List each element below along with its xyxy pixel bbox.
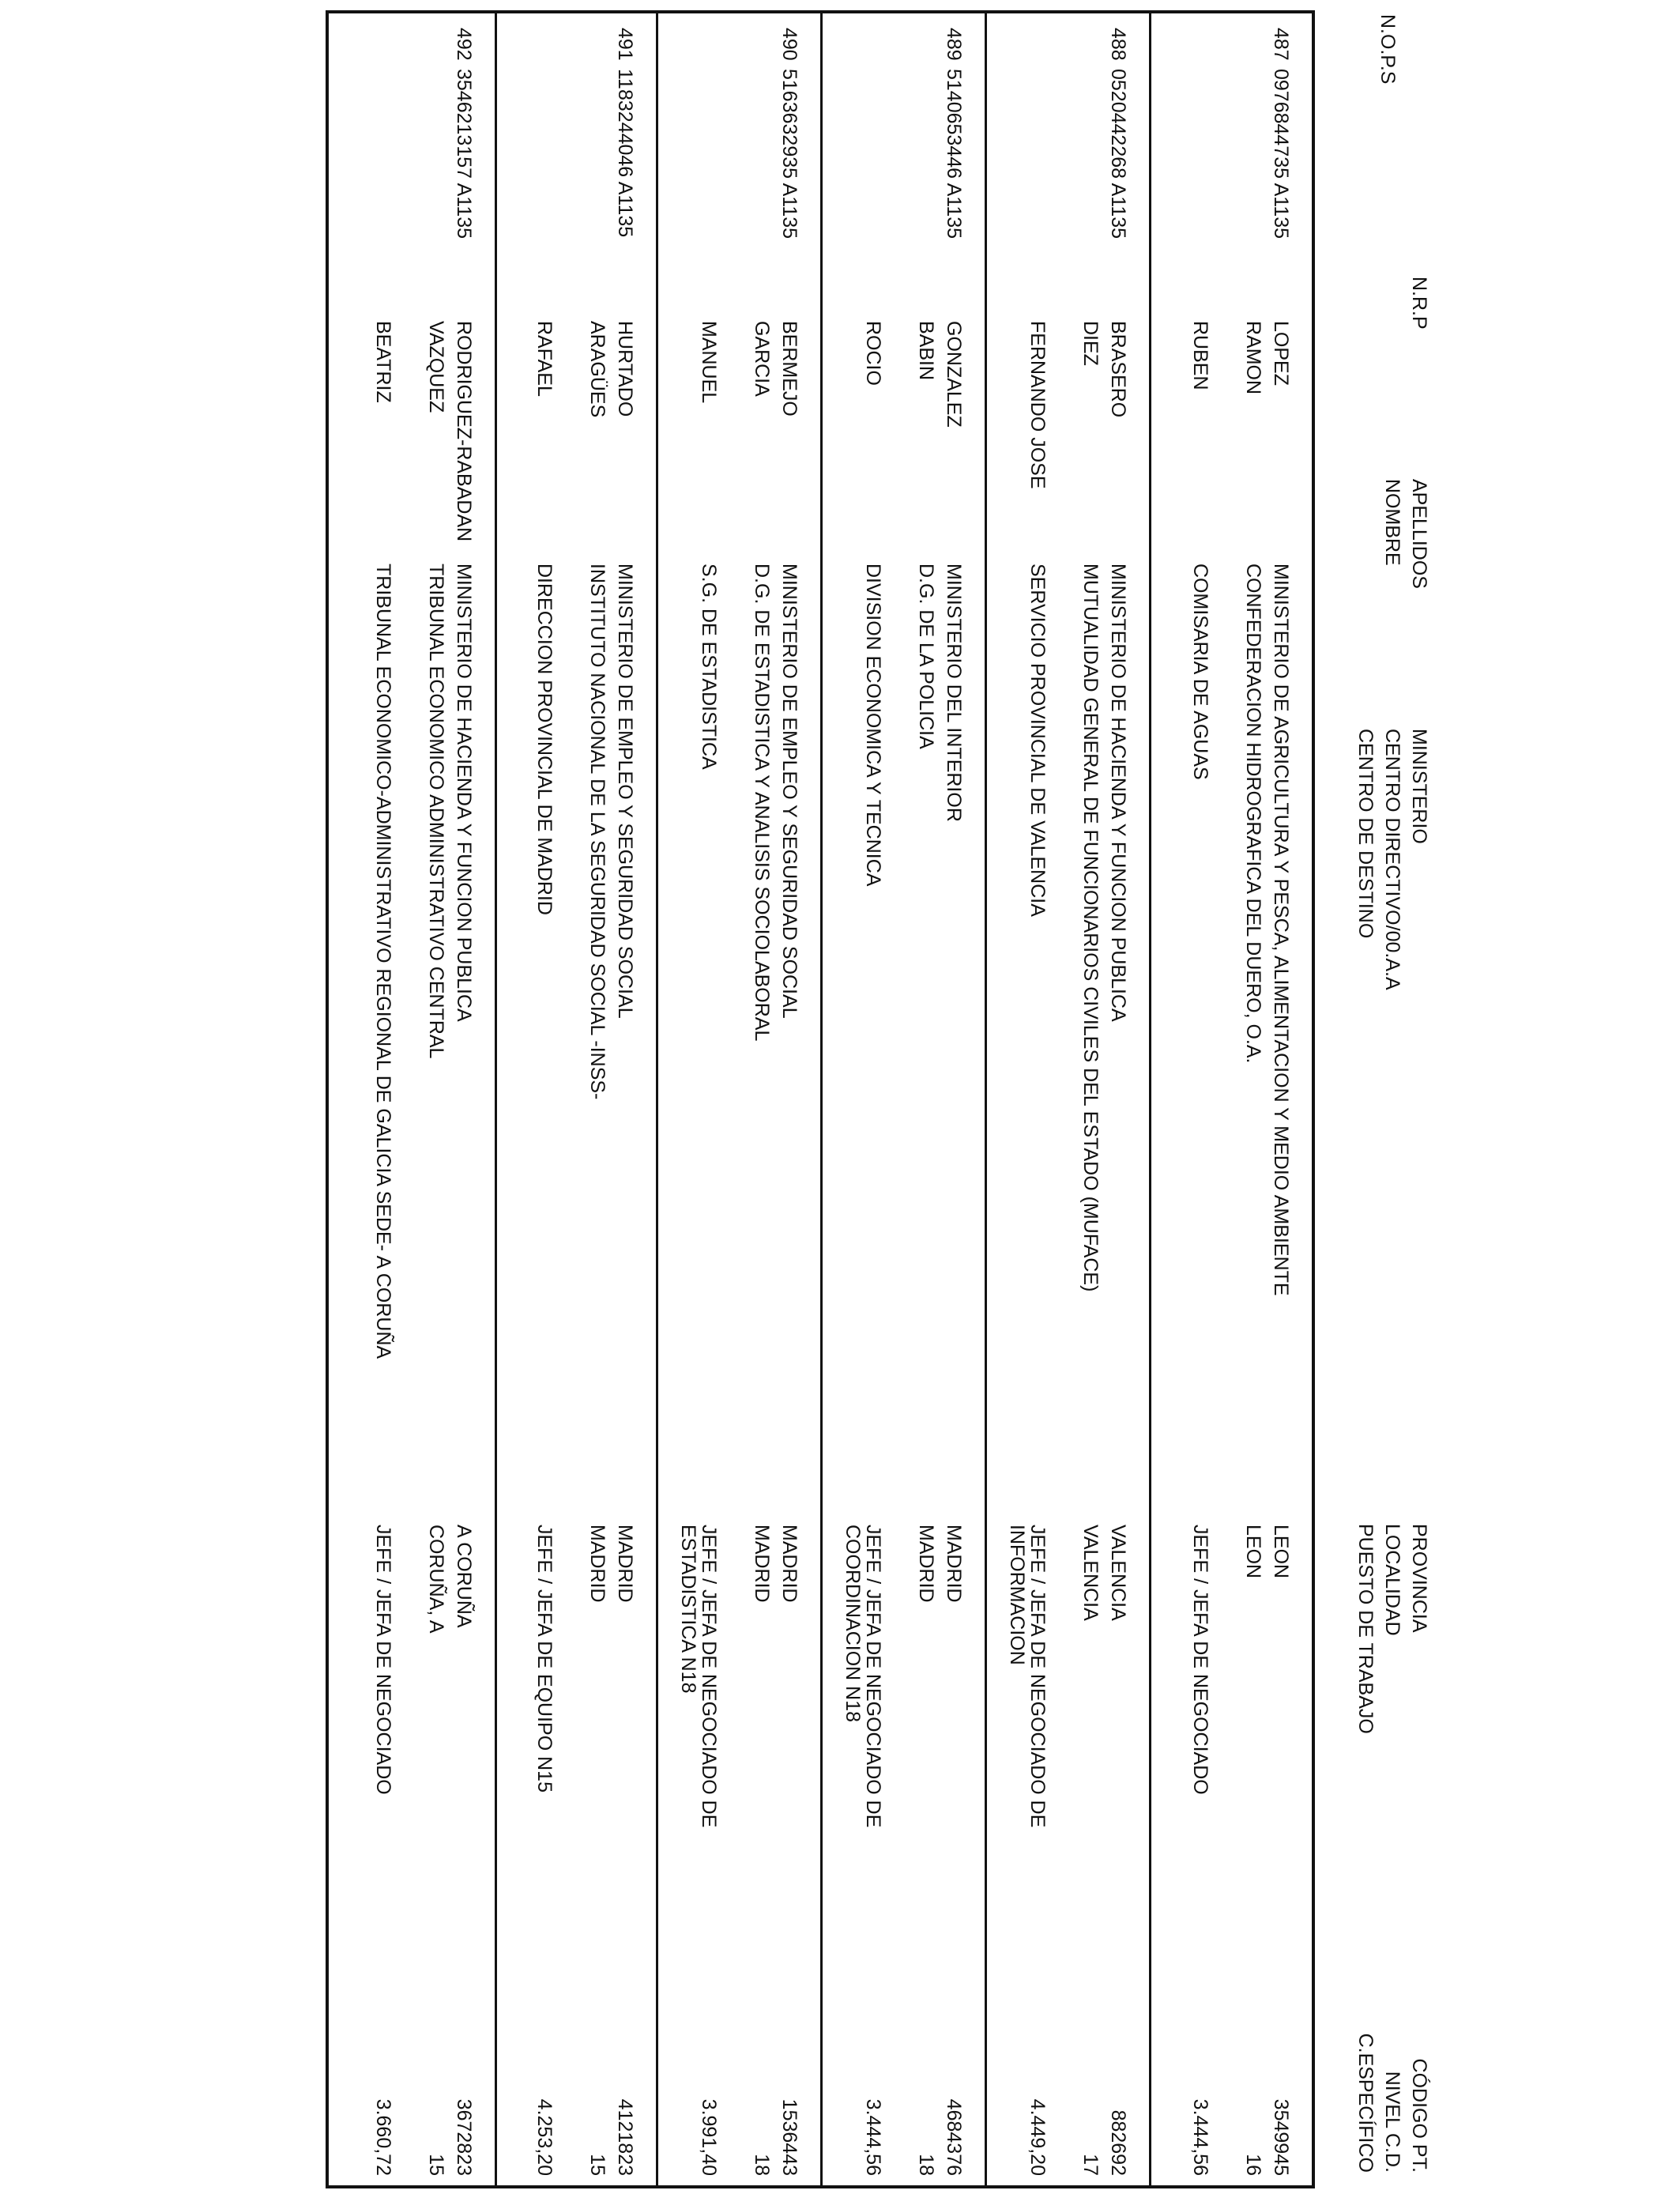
header-nrp [1406, 277, 1433, 330]
header-especifico-label: C.ESPECÍFICO [1354, 2033, 1377, 2173]
header-ministerio-label: MINISTERIO [1408, 729, 1430, 844]
header-nivel-label: NIVEL C.D. [1381, 2071, 1403, 2173]
record-organization: TRIBUNAL ECONOMICO ADMINISTRATIVO CENTRAL [425, 564, 447, 1059]
header-ministerio [1352, 729, 1433, 990]
record-location-post: LEON [1242, 1525, 1264, 1579]
record-separator [495, 13, 497, 2185]
header-localidad-label: LOCALIDAD [1381, 1524, 1403, 1636]
record-code-value: 18 [915, 2154, 937, 2176]
record-organization: COMISARIA DE AGUAS [1189, 564, 1211, 780]
record-name: VAZQUEZ [425, 321, 447, 413]
record-location-post: MADRID [751, 1525, 773, 1603]
record-code-value: 3.660,72 [372, 2098, 394, 2176]
record-number: 490 [778, 28, 800, 61]
record-organization: MINISTERIO DEL INTERIOR [943, 564, 965, 822]
header-puesto-label: PUESTO DE TRABAJO [1354, 1524, 1377, 1734]
record-location-post: VALENCIA [1079, 1525, 1102, 1621]
record-name: ARAGÜES [586, 321, 608, 418]
records-table [326, 10, 1315, 2188]
record-organization: MINISTERIO DE HACIENDA Y FUNCION PUBLICA [453, 564, 475, 1022]
record-organization: MINISTERIO DE HACIENDA Y FUNCION PUBLICA [1107, 564, 1129, 1022]
record-number: 492 [453, 28, 475, 61]
record-code-value: 18 [751, 2154, 773, 2176]
record-nrp: 5140653446 A1135 [943, 69, 965, 239]
record-code-value: 15 [425, 2154, 447, 2176]
record-code-value: 3.444,56 [1189, 2098, 1211, 2176]
record-location-post: MADRID [586, 1525, 608, 1603]
record-organization: MUTUALIDAD GENERAL DE FUNCIONARIOS CIVILES DEL ESTADO (MUFACE) [1079, 564, 1102, 1292]
record-code-value: 3.444,56 [862, 2098, 884, 2176]
record-name: BRASERO [1107, 321, 1129, 418]
record-name: RUBEN [1189, 321, 1211, 390]
record-location-post: LEON [1270, 1525, 1292, 1579]
record-location-post: JEFE / JEFA DE NEGOCIADO DE ESTADISTICA N18 [677, 1525, 720, 1828]
record-code-value: 16 [1242, 2154, 1264, 2176]
header-nops-label: N.O.P.S [1377, 14, 1399, 85]
record-code-value: 17 [1079, 2154, 1102, 2176]
header-nops [1374, 14, 1401, 84]
record-separator [1149, 13, 1151, 2185]
header-centro-destino-label: CENTRO DE DESTINO [1354, 729, 1377, 939]
record-location-post: JEFE / JEFA DE EQUIPO N15 [533, 1525, 556, 1793]
record-organization: D.G. DE ESTADISTICA Y ANALISIS SOCIOLABORAL [751, 564, 773, 1042]
header-apellidos-label: APELLIDOS [1408, 479, 1430, 589]
record-organization: D.G. DE LA POLICIA [915, 564, 937, 749]
record-name: GARCIA [751, 321, 773, 397]
record-number: 487 [1270, 28, 1292, 61]
record-location-post: A CORUÑA [453, 1525, 475, 1628]
record-organization: S.G. DE ESTADISTICA [698, 564, 720, 770]
record-number: 491 [614, 28, 636, 61]
record-name: FERNANDO JOSE [1026, 321, 1049, 489]
record-code-value: 3672823 [453, 2098, 475, 2176]
record-name: BEATRIZ [372, 321, 394, 403]
record-separator [656, 13, 658, 2185]
record-name: RAFAEL [533, 321, 556, 397]
record-location-post: JEFE / JEFA DE NEGOCIADO DE COORDINACION N18 [842, 1525, 884, 1828]
record-name: HURTADO [614, 321, 636, 417]
record-code-value: 15 [586, 2154, 608, 2176]
record-name: RODRIGUEZ-RABADAN [453, 321, 475, 542]
record-code-value: 882692 [1107, 2109, 1129, 2176]
record-organization: DIRECCION PROVINCIAL DE MADRID [533, 564, 556, 915]
header-codigo-label: CÓDIGO PT. [1408, 2058, 1430, 2173]
header-provincia-label: PROVINCIA [1408, 1524, 1430, 1633]
record-location-post: JEFE / JEFA DE NEGOCIADO DE INFORMACION [1006, 1525, 1049, 1828]
record-name: DIEZ [1079, 321, 1102, 366]
header-apellidos [1379, 479, 1433, 589]
record-code-value: 1536443 [778, 2098, 800, 2176]
header-provincia [1352, 1524, 1433, 1734]
record-code-value: 4684376 [943, 2098, 965, 2176]
record-organization: INSTITUTO NACIONAL DE LA SEGURIDAD SOCIAL -INSS- [586, 564, 608, 1100]
record-location-post: MADRID [943, 1525, 965, 1603]
record-name: ROCIO [862, 321, 884, 386]
record-location-post: CORUÑA, A [425, 1525, 447, 1634]
record-nrp: 1183244046 A1135 [614, 69, 636, 238]
record-code-value: 4.449,20 [1026, 2098, 1049, 2176]
record-name: LOPEZ [1270, 321, 1292, 386]
header-codigo [1352, 1991, 1433, 2173]
record-location-post: MADRID [778, 1525, 800, 1603]
record-location-post: JEFE / JEFA DE NEGOCIADO [1189, 1525, 1211, 1795]
record-organization: SERVICIO PROVINCIAL DE VALENCIA [1026, 564, 1049, 917]
record-code-value: 4121823 [614, 2098, 636, 2176]
record-separator [820, 13, 823, 2185]
record-organization: DIVISION ECONOMICA Y TECNICA [862, 564, 884, 887]
record-location-post: MADRID [915, 1525, 937, 1603]
record-number: 488 [1107, 28, 1129, 61]
record-organization: TRIBUNAL ECONOMICO-ADMINISTRATIVO REGIONAL DE GALICIA SEDE- A CORUÑA [372, 564, 394, 1359]
header-centro-directivo-label: CENTRO DIRECTIVO/00.A.A [1381, 729, 1403, 990]
record-name: GONZALEZ [943, 321, 965, 428]
record-location-post: VALENCIA [1107, 1525, 1129, 1621]
header-nrp-label: N.R.P [1408, 277, 1430, 330]
record-organization: MINISTERIO DE AGRICULTURA Y PESCA, ALIMENTACION Y MEDIO AMBIENTE [1270, 564, 1292, 1296]
record-location-post: MADRID [614, 1525, 636, 1603]
record-separator [985, 13, 987, 2185]
record-code-value: 4.253,20 [533, 2098, 556, 2176]
record-name: BABIN [915, 321, 937, 381]
record-name: BERMEJO [778, 321, 800, 417]
record-nrp: 0976844735 A1135 [1270, 69, 1292, 239]
header-nombre-label: NOMBRE [1381, 479, 1403, 566]
record-nrp: 3546213157 A1135 [453, 69, 475, 239]
record-location-post: JEFE / JEFA DE NEGOCIADO [372, 1525, 394, 1795]
record-organization: MINISTERIO DE EMPLEO Y SEGURIDAD SOCIAL [614, 564, 636, 1019]
record-nrp: 0520442268 A1135 [1107, 69, 1129, 239]
record-organization: CONFEDERACION HIDROGRAFICA DEL DUERO, O.A. [1242, 564, 1264, 1064]
record-organization: MINISTERIO DE EMPLEO Y SEGURIDAD SOCIAL [778, 564, 800, 1019]
record-name: MANUEL [698, 321, 720, 404]
record-code-value: 3549945 [1270, 2098, 1292, 2176]
record-nrp: 5163632935 A1135 [778, 69, 800, 239]
record-name: RAMON [1242, 321, 1264, 395]
record-code-value: 3.991,40 [698, 2098, 720, 2176]
record-number: 489 [943, 28, 965, 61]
